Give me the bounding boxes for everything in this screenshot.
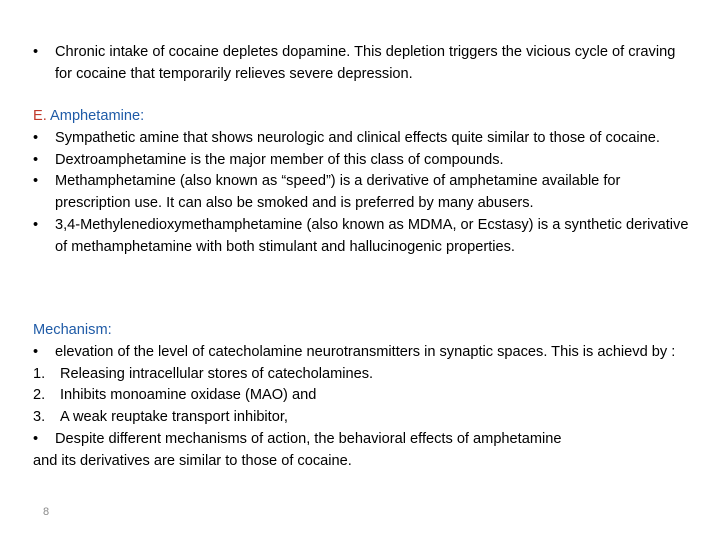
item-text: Releasing intracellular stores of catecholamines.	[60, 365, 374, 382]
numbered-item	[33, 407, 693, 429]
bullet-text: Despite different mechanisms of action, the behavioral effects of amphetamine	[55, 430, 562, 447]
numbered-item	[33, 385, 693, 407]
bullet-text: 3,4-Methylenedioxymethamphetamine (also known as MDMA, or Ecstasy) is a synthetic derivative of methamphetamine with both stimulant and hallucinogenic properties.	[55, 216, 689, 255]
bullet-marker: •	[33, 151, 39, 168]
list-item	[33, 128, 693, 150]
mechanism-section	[33, 320, 693, 473]
bullet-marker: •	[33, 216, 39, 233]
section-heading-amphetamine	[33, 106, 693, 128]
numbered-item	[33, 364, 693, 386]
intro-section	[33, 42, 693, 86]
intro-bullet	[33, 42, 693, 86]
section-heading-mechanism: Mechanism:	[33, 322, 112, 338]
bullet-marker: •	[33, 173, 39, 190]
list-item	[33, 429, 693, 451]
continuation-text: and its derivatives are similar to those of cocaine.	[33, 452, 352, 469]
list-item	[33, 342, 693, 364]
bullet-marker: •	[33, 343, 39, 360]
bullet-marker: •	[33, 44, 39, 60]
heading-text: Amphetamine:	[50, 108, 145, 124]
item-number: 1.	[33, 365, 46, 382]
item-number: 2.	[33, 387, 46, 404]
bullet-text: Sympathetic amine that shows neurologic and clinical effects quite similar to those of cocaine.	[55, 129, 660, 146]
page-number: 8	[43, 506, 50, 518]
bullet-text: Methamphetamine (also known as “speed”) is a derivative of amphetamine available for prescription use. It can also be smoked and is preferred by many abusers.	[55, 173, 621, 212]
bullet-marker: •	[33, 430, 39, 447]
bullet-text: elevation of the level of catecholamine neurotransmitters in synaptic spaces. This is achievd by :	[55, 343, 676, 360]
bullet-text: Dextroamphetamine is the major member of this class of compounds.	[55, 151, 504, 168]
amphetamine-section	[33, 106, 693, 259]
item-text: Inhibits monoamine oxidase (MAO) and	[60, 387, 317, 404]
list-item	[33, 150, 693, 172]
list-item	[33, 171, 693, 215]
bullet-marker: •	[33, 129, 39, 146]
bullet-text: Chronic intake of cocaine depletes dopamine. This depletion triggers the vicious cycle of craving for cocaine that temporarily relieves severe depression.	[55, 44, 676, 82]
item-text: A weak reuptake transport inhibitor,	[60, 409, 288, 426]
list-item	[33, 215, 693, 259]
item-number: 3.	[33, 409, 46, 426]
heading-prefix: E.	[33, 108, 47, 124]
